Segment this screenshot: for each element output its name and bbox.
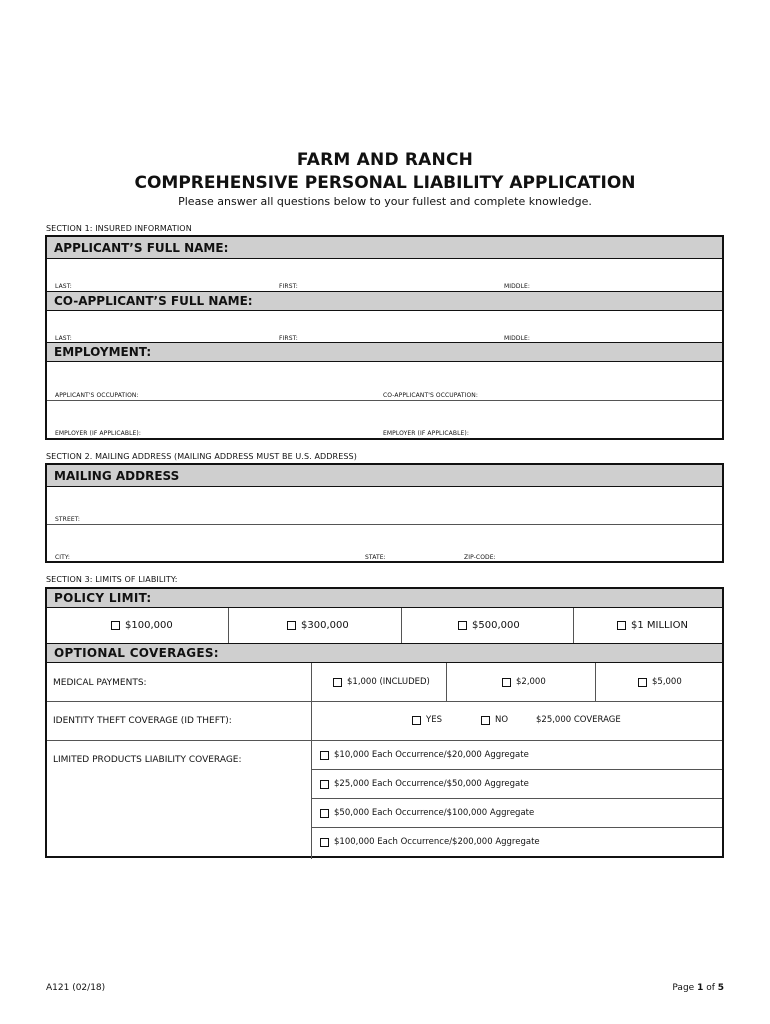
coapplicant-employer-label: EMPLOYER (IF APPLICABLE): — [383, 430, 469, 437]
instructions-text: Please answer all questions below to your fullest and complete knowledge. — [178, 195, 592, 208]
policy-limit-header: POLICY LIMIT: — [47, 589, 722, 608]
checkbox-icon[interactable] — [617, 621, 626, 630]
section2-heading: SECTION 2. MAILING ADDRESS (MAILING ADDRESS MUST BE U.S. ADDRESS) — [46, 452, 357, 461]
identity-coverage-text: $25,000 COVERAGE — [536, 715, 621, 725]
employment-header: EMPLOYMENT: — [47, 342, 722, 362]
section2-box — [45, 463, 724, 563]
applicant-middle-label: MIDDLE: — [504, 283, 531, 290]
identity-theft-label: IDENTITY THEFT COVERAGE (ID THEFT): — [53, 716, 232, 726]
divider — [595, 663, 596, 701]
applicant-occupation-label: APPLICANT'S OCCUPATION: — [55, 392, 139, 399]
section3-heading: SECTION 3: LIMITS OF LIABILITY: — [46, 575, 178, 584]
policy-limit-300k-option[interactable]: $300,000 — [287, 620, 349, 631]
page-number: Page 1 of 5 — [672, 983, 724, 993]
checkbox-icon[interactable] — [502, 678, 511, 687]
checkbox-icon[interactable] — [111, 621, 120, 630]
city-label: CITY: — [55, 554, 71, 561]
optional-coverages-header: OPTIONAL COVERAGES: — [47, 643, 722, 663]
coapplicant-middle-label: MIDDLE: — [504, 335, 531, 342]
checkbox-icon[interactable] — [458, 621, 467, 630]
divider — [47, 701, 722, 702]
coapplicant-name-field[interactable] — [47, 311, 722, 343]
checkbox-icon[interactable] — [333, 678, 342, 687]
street-field[interactable] — [47, 487, 722, 524]
policy-limit-100k-option[interactable]: $100,000 — [111, 620, 173, 631]
medical-payments-label: MEDICAL PAYMENTS: — [53, 678, 147, 688]
form-subtitle: COMPREHENSIVE PERSONAL LIABILITY APPLICATION — [134, 173, 636, 193]
medical-1000-option[interactable]: $1,000 (INCLUDED) — [333, 677, 430, 687]
medical-5000-option[interactable]: $5,000 — [638, 677, 682, 687]
checkbox-icon[interactable] — [320, 751, 329, 760]
applicant-employer-label: EMPLOYER (IF APPLICABLE): — [55, 430, 141, 437]
products-25k-option[interactable]: $25,000 Each Occurrence/$50,000 Aggregate — [320, 779, 529, 789]
checkbox-icon[interactable] — [638, 678, 647, 687]
divider — [401, 608, 402, 643]
form-code: A121 (02/18) — [46, 983, 106, 993]
identity-no-option[interactable]: NO — [481, 715, 508, 725]
zip-label: ZIP-CODE: — [464, 554, 496, 561]
divider — [311, 798, 722, 799]
divider — [47, 740, 722, 741]
policy-limit-500k-option[interactable]: $500,000 — [458, 620, 520, 631]
coapplicant-first-label: FIRST: — [279, 335, 298, 342]
checkbox-icon[interactable] — [287, 621, 296, 630]
divider — [311, 663, 312, 859]
checkbox-icon[interactable] — [320, 809, 329, 818]
section3-box — [45, 587, 724, 858]
state-label: STATE: — [365, 554, 386, 561]
checkbox-icon[interactable] — [320, 838, 329, 847]
mailing-address-header: MAILING ADDRESS — [47, 465, 722, 487]
applicant-first-label: FIRST: — [279, 283, 298, 290]
coapplicant-last-label: LAST: — [55, 335, 72, 342]
policy-limit-1m-option[interactable]: $1 MILLION — [617, 620, 688, 631]
divider — [228, 608, 229, 643]
checkbox-icon[interactable] — [481, 716, 490, 725]
identity-yes-option[interactable]: YES — [412, 715, 442, 725]
street-label: STREET: — [55, 516, 80, 523]
applicant-name-header: APPLICANT’S FULL NAME: — [47, 237, 722, 259]
applicant-name-field[interactable] — [47, 259, 722, 292]
form-title: FARM AND RANCH — [296, 150, 474, 170]
checkbox-icon[interactable] — [320, 780, 329, 789]
limited-products-label: LIMITED PRODUCTS LIABILITY COVERAGE: — [53, 755, 242, 765]
products-100k-option[interactable]: $100,000 Each Occurrence/$200,000 Aggregate — [320, 837, 540, 847]
applicant-last-label: LAST: — [55, 283, 72, 290]
coapplicant-name-header: CO-APPLICANT’S FULL NAME: — [47, 291, 722, 311]
divider — [446, 663, 447, 701]
section1-heading: SECTION 1: INSURED INFORMATION — [46, 224, 192, 233]
checkbox-icon[interactable] — [412, 716, 421, 725]
medical-2000-option[interactable]: $2,000 — [502, 677, 546, 687]
divider — [311, 827, 722, 828]
section1-box — [45, 235, 724, 440]
divider — [573, 608, 574, 643]
divider — [311, 769, 722, 770]
products-10k-option[interactable]: $10,000 Each Occurrence/$20,000 Aggregate — [320, 750, 529, 760]
coapplicant-occupation-label: CO-APPLICANT'S OCCUPATION: — [383, 392, 479, 399]
products-50k-option[interactable]: $50,000 Each Occurrence/$100,000 Aggregate — [320, 808, 534, 818]
